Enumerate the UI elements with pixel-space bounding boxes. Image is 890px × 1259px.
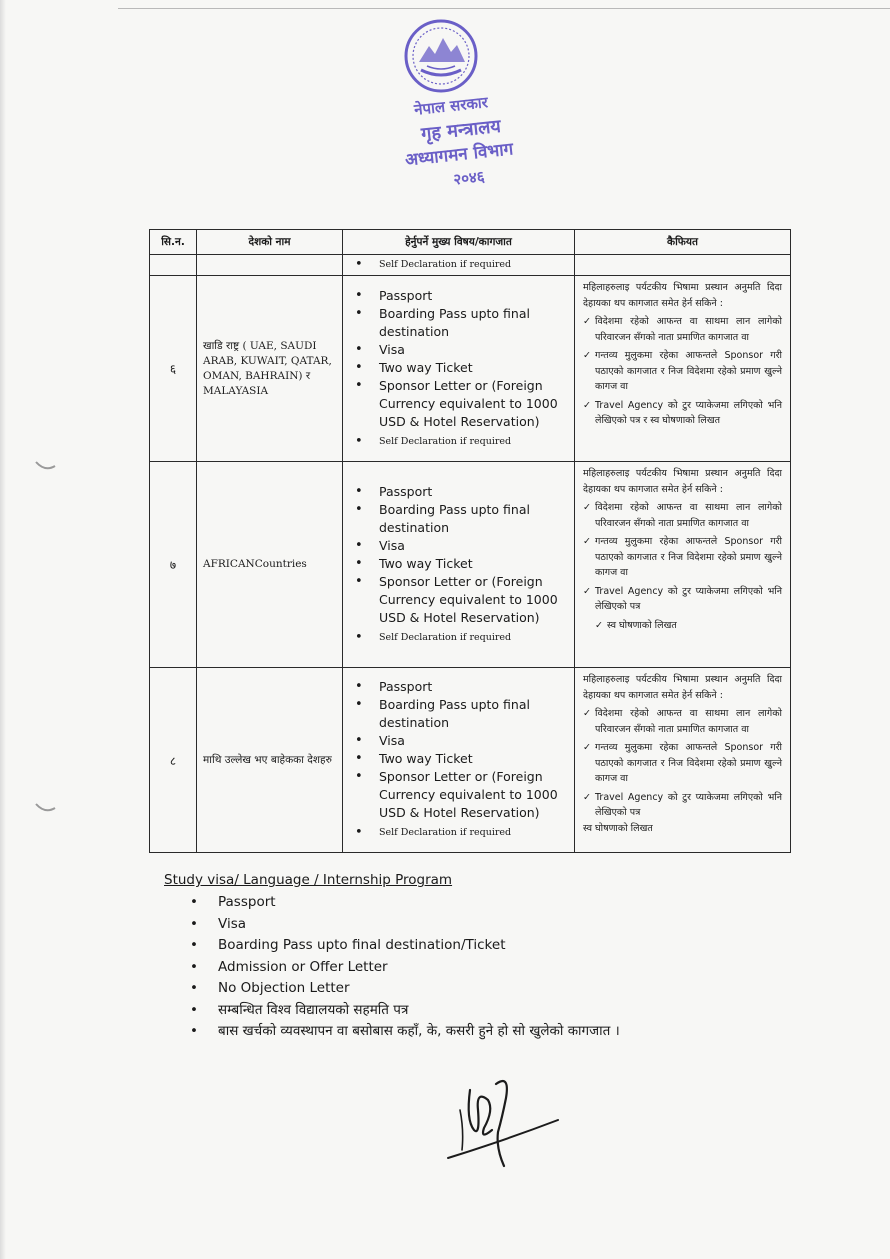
row-country: खाडि राष्ट्र ( UAE, SAUDI ARAB, KUWAIT, QATAR, OMAN, BAHRAIN) र MALAYASIA — [197, 276, 343, 462]
row-documents — [343, 668, 575, 853]
header-remarks: कैफियत — [575, 230, 791, 255]
remarks-check-item: ✓ विदेशमा रहेको आफन्त वा साथमा लान लागेको परिवारजन सँगको नाता प्रमाणित कागजात वा — [583, 502, 782, 529]
remarks-check-item: ✓ गन्तव्य मुलुकमा रहेका आफन्तले Sponsor गरी पठाएको कागजात र निज विदेशमा रहेको प्रमाण खुल्ने कागज वा — [583, 742, 782, 784]
seal-line-government: नेपाल सरकार — [413, 93, 489, 119]
doc-item: • Self Declaration if required — [353, 256, 570, 274]
seal-line-year: २०४६ — [452, 167, 486, 189]
doc-item: • Passport — [353, 287, 570, 305]
doc-item: • Passport — [353, 483, 570, 501]
doc-item: • Boarding Pass upto final destination — [353, 501, 570, 537]
check-icon: ✓ — [595, 619, 603, 631]
page-left-shadow — [0, 0, 6, 1259]
doc-item: • Sponsor Letter or (Foreign Currency equivalent to 1000 USD & Hotel Reservation) — [353, 377, 570, 431]
requirements-table — [149, 229, 791, 853]
doc-item: • Visa — [353, 341, 570, 359]
check-icon: ✓ — [583, 350, 591, 361]
remarks-intro: महिलाहरुलाइ पर्यटकीय भिषामा प्रस्थान अनुमति दिदा देहायका थप कागजात समेत हेर्न सकिने : — [583, 674, 782, 701]
table-header-row — [150, 230, 791, 255]
study-visa-title: Study visa/ Language / Internship Program — [164, 872, 453, 888]
check-icon: ✓ — [583, 536, 591, 547]
remarks-check-item: ✓ विदेशमा रहेको आफन्त वा साथमा लान लागेको परिवारजन सँगको नाता प्रमाणित कागजात वा — [583, 708, 782, 735]
row-remarks — [575, 668, 791, 853]
signature-icon — [440, 1070, 570, 1170]
list-item: • No Objection Letter — [164, 978, 620, 1000]
list-item: • बास खर्चको व्यवस्थापन वा बसोबास कहाँ, के, कसरी हुने हो सो खुलेको कागजात । — [164, 1021, 620, 1043]
check-icon: ✓ — [583, 791, 591, 803]
check-icon: ✓ — [583, 316, 591, 327]
doc-item: • Passport — [353, 678, 570, 696]
check-icon: ✓ — [583, 742, 591, 753]
remarks-check-item: ✓ स्व घोषणाको लिखत — [583, 618, 782, 634]
remarks-intro: महिलाहरुलाइ पर्यटकीय भिषामा प्रस्थान अनुमति दिदा देहायका थप कागजात समेत हेर्न सकिने : — [583, 282, 782, 309]
remarks-check-item: ✓ Travel Agency को टुर प्याकेजमा लगिएको भनि लेखिएको पत्र — [583, 791, 782, 818]
doc-item: • Visa — [353, 537, 570, 555]
row-remarks — [575, 462, 791, 668]
government-seal — [385, 18, 545, 188]
doc-item: • Two way Ticket — [353, 555, 570, 573]
row-documents — [343, 276, 575, 462]
row-serial: ६ — [150, 276, 197, 462]
header-documents: हेर्नुपर्ने मुख्य विषय/कागजात — [343, 230, 575, 255]
doc-item: • Sponsor Letter or (Foreign Currency equivalent to 1000 USD & Hotel Reservation) — [353, 573, 570, 627]
check-icon: ✓ — [583, 399, 591, 411]
list-item: • Visa — [164, 914, 620, 936]
table-row — [150, 462, 791, 668]
check-icon: ✓ — [583, 708, 591, 719]
study-visa-section — [164, 872, 620, 1043]
list-item: • Admission or Offer Letter — [164, 957, 620, 979]
row-country: माथि उल्लेख भए बाहेकका देशहरु — [197, 668, 343, 853]
doc-item: • Self Declaration if required — [353, 433, 570, 451]
remarks-check-item: ✓ गन्तव्य मुलुकमा रहेका आफन्तले Sponsor गरी पठाएको कागजात र निज विदेशमा रहेको प्रमाण खुल्ने कागज वा — [583, 350, 782, 392]
doc-item: • Two way Ticket — [353, 750, 570, 768]
remarks-check-item: ✓ गन्तव्य मुलुकमा रहेका आफन्तले Sponsor गरी पठाएको कागजात र निज विदेशमा रहेको प्रमाण खुल्ने कागज वा — [583, 536, 782, 578]
page-top-edge — [118, 8, 890, 9]
remarks-trailing: स्व घोषणाको लिखत — [583, 822, 653, 834]
seal-line-ministry: गृह मन्त्रालय — [420, 115, 502, 146]
remarks-intro: महिलाहरुलाइ पर्यटकीय भिषामा प्रस्थान अनुमति दिदा देहायका थप कागजात समेत हेर्न सकिने : — [583, 468, 782, 495]
list-item: • Boarding Pass upto final destination/Ticket — [164, 935, 620, 957]
seal-line-department: अध्यागमन विभाग — [404, 139, 515, 171]
row-country: AFRICANCountries — [197, 462, 343, 668]
doc-item: • Self Declaration if required — [353, 629, 570, 647]
punch-hole-icon — [33, 458, 57, 474]
doc-item: • Visa — [353, 732, 570, 750]
remarks-check-item: ✓ विदेशमा रहेको आफन्त वा साथमा लान लागेको परिवारजन सँगको नाता प्रमाणित कागजात वा — [583, 316, 782, 343]
row-serial: ८ — [150, 668, 197, 853]
doc-item: • Two way Ticket — [353, 359, 570, 377]
table-row — [150, 668, 791, 853]
row-documents — [343, 462, 575, 668]
list-item: • सम्बन्धित विश्व विद्यालयको सहमति पत्र — [164, 1000, 620, 1022]
doc-item: • Sponsor Letter or (Foreign Currency equivalent to 1000 USD & Hotel Reservation) — [353, 768, 570, 822]
remarks-check-item: ✓ Travel Agency को टुर प्याकेजमा लगिएको भनि लेखिएको पत्र र स्व घोषणाको लिखत — [583, 399, 782, 426]
header-country: देशको नाम — [197, 230, 343, 255]
row-remarks — [575, 276, 791, 462]
study-visa-list — [164, 892, 620, 1043]
seal-emblem-icon — [403, 18, 479, 94]
check-icon: ✓ — [583, 585, 591, 597]
header-serial: सि.न. — [150, 230, 197, 255]
remarks-check-item: ✓ Travel Agency को टुर प्याकेजमा लगिएको भनि लेखिएको पत्र — [583, 585, 782, 612]
row-serial: ७ — [150, 462, 197, 668]
doc-item: • Boarding Pass upto final destination — [353, 696, 570, 732]
check-icon: ✓ — [583, 502, 591, 513]
table-row — [150, 276, 791, 462]
list-item: • Passport — [164, 892, 620, 914]
punch-hole-icon — [33, 800, 57, 816]
doc-item: • Boarding Pass upto final destination — [353, 305, 570, 341]
doc-item: • Self Declaration if required — [353, 824, 570, 842]
table-row-continued — [150, 255, 791, 276]
